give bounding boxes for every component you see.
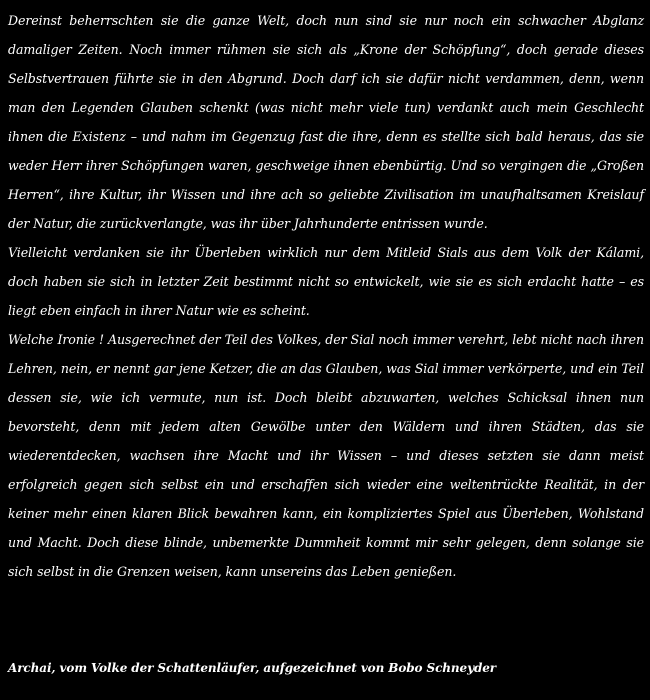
paragraph-3: Welche Ironie ! Ausgerechnet der Teil des Volkes, der Sial noch immer verehrt, lebt nicht nach ihren Lehren, nein, er nennt gar jene Ketzer, die an das Glauben, was Sial immer verkörperte, und ein Teil dessen sie, wie ich vermute, nun ist. Doch bleibt abzuwarten, welches Schicksal ihnen nun bevorsteht, denn mit jedem alten Gewölbe unter den Wäldern und ihren Städten, das sie wiederentdecken, wachsen ihre Macht und ihr Wissen – und dieses setzten sie dann meist erfolgreich gegen sich selbst ein und erschaffen sich wieder eine weltentrückte Realität, in der keiner mehr einen klaren Blick bewahren kann, ein kompliziertes Spiel aus Überleben, Wohlstand und Macht. Doch diese blinde, unbemerkte Dummheit kommt mir sehr gelegen, denn solange sie sich selbst in die Grenzen weisen, kann unsereins das Leben genießen. [8,332,644,579]
paragraph-2: Vielleicht verdanken sie ihr Überleben wirklich nur dem Mitleid Sials aus dem Volk der Kálami, doch haben sie sich in letzter Zeit bestimmt nicht so entwickelt, wie sie es sich erdacht hatte – es liegt eben einfach in ihrer Natur wie es scheint. [8,245,644,318]
document-body [8,6,644,586]
signature-line: Archai, vom Volke der Schattenläufer, aufgezeichnet von Bobo Schneyder [8,661,496,675]
paragraph-1: Dereinst beherrschten sie die ganze Welt, doch nun sind sie nur noch ein schwacher Abglanz damaliger Zeiten. Noch immer rühmen sie sich als „Krone der Schöpfung“, doch gerade dieses Selbstvertrauen führte sie in den Abgrund. Doch darf ich sie dafür nicht verdammen, denn, wenn man den Legenden Glauben schenkt (was nicht mehr viele tun) verdankt auch mein Geschlecht ihnen die Existenz – und nahm im Gegenzug fast die ihre, denn es stellte sich bald heraus, das sie weder Herr ihrer Schöpfungen waren, geschweige ihnen ebenbürtig. Und so vergingen die „Großen Herren“, ihre Kultur, ihr Wissen und ihre ach so geliebte Zivilisation im unaufhaltsamen Kreislauf der Natur, die zurückverlangte, was ihr über Jahrhunderte entrissen wurde. [8,13,644,231]
